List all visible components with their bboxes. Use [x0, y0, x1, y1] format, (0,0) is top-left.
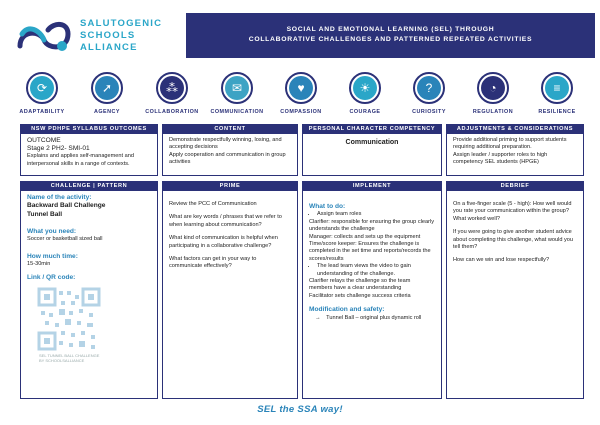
content-text-2: Apply cooperation and communication in group activities — [169, 151, 286, 166]
logo-line-3: ALLIANCE — [80, 42, 138, 53]
pcc-panel — [302, 124, 442, 176]
competency-communication: ✉ COMMUNICATION — [204, 72, 270, 115]
what-you-need-label: What you need: — [27, 227, 77, 235]
modification-text: Tunnel Ball – original plus dynamic roll — [326, 314, 422, 321]
todo-facilitator: Facilitator sets challenge success criteria — [309, 292, 411, 299]
stacked-stones-icon: ≡ — [545, 76, 569, 100]
what-you-need-text: Soccer or basketball sized ball — [27, 236, 103, 243]
logo-text — [80, 18, 162, 54]
adjustments-panel — [446, 124, 584, 176]
panel-header: PRIME — [163, 182, 297, 191]
link-qr-label: Link / QR code: — [27, 274, 76, 282]
competency-resilience: ≡ RESILIENCE — [524, 72, 590, 115]
brain-search-icon: ? — [417, 76, 441, 100]
qr-code[interactable] — [37, 287, 101, 351]
outcome-text: Explains and applies self-management and interpersonal skills in a range of contexts. — [27, 153, 134, 167]
group-icon: ⁂ — [160, 76, 184, 100]
competency-courage: ☀ COURAGE — [332, 72, 398, 115]
todo-timekeeper: Time/score keeper: Ensures the challenge is completed in the set time and reports/records the scores/results — [309, 241, 431, 262]
todo-bullet-2: • The lead team views the video to gain understanding of the challenge. — [317, 263, 435, 278]
title-line-1: SOCIAL AND EMOTIONAL LEARNING (SEL) THROUGH — [286, 26, 495, 33]
prime-text-1: Review the PCC of Communication — [169, 201, 257, 207]
competency-adaptability: ⟳ ADAPTABILITY — [9, 72, 75, 115]
logo-line-1: SALUTOGENIC — [80, 18, 163, 29]
implement-panel — [302, 181, 442, 399]
how-much-time-text: 15-30min — [27, 261, 51, 268]
brain-cycle-icon: ⟳ — [30, 76, 54, 100]
person-arrow-icon: ➚ — [95, 76, 119, 100]
todo-relay: Clarifier relays the challenge so the team members have a clear understanding — [309, 278, 411, 292]
competency-icons-row — [0, 72, 600, 122]
outcome-stage: Stage 2 PH2- SMI-01 — [27, 145, 90, 153]
panel-header: CONTENT — [163, 125, 297, 134]
panel-header: IMPLEMENT — [303, 182, 441, 191]
competency-collaboration: ⁂ COLLABORATION — [139, 72, 205, 115]
prime-text-4: What factors can get in your way to communicate effectively? — [169, 256, 257, 270]
footer-slogan: SEL the SSA way! — [257, 404, 343, 415]
speech-bubble-icon: ✉ — [225, 76, 249, 100]
heart-hands-icon: ♥ — [289, 76, 313, 100]
gauge-icon: ◔ — [481, 76, 505, 100]
todo-clarifier: Clarifier: responsible for ensuring the group clearly understands the challenge — [309, 218, 434, 233]
panel-header: DEBRIEF — [447, 182, 583, 191]
adjustments-text-1: Provide additional priming to support students requiring additional preparation. — [453, 137, 567, 151]
activity-name-1: Backward Ball Challenge — [27, 202, 106, 210]
prime-panel — [162, 181, 298, 399]
todo-manager: Manager: collects and sets up the equipment — [309, 233, 421, 240]
arrow-right-icon: → — [315, 314, 321, 321]
debrief-text-3: How can we win and lose respectfully? — [453, 257, 550, 264]
activity-name-2: Tunnel Ball — [27, 210, 63, 218]
lion-icon: ☀ — [353, 76, 377, 100]
content-text-1: Demonstrate respectfully winning, losing, and accepting decisions — [169, 137, 282, 151]
content-panel — [162, 124, 298, 176]
panel-header: PERSONAL CHARACTER COMPETENCY — [303, 125, 441, 134]
qr-caption-1: SEL TUNNEL BALL CHALLENGE — [39, 352, 100, 358]
debrief-text-1: On a five-finger scale (5 - high): How well would you rate your communication within the group? What worked well? — [453, 201, 572, 222]
modification-label: Modification and safety: — [309, 306, 385, 314]
salutogenic-logo — [14, 10, 184, 66]
qr-caption-2: BY SCHOOLSALLIANCE — [39, 357, 85, 363]
page-title-banner — [186, 13, 595, 58]
infinity-logo-icon — [14, 16, 74, 60]
competency-compassion: ♥ COMPASSION — [268, 72, 334, 115]
challenge-panel — [20, 181, 158, 399]
panel-header: CHALLENGE | PATTERN — [21, 182, 157, 191]
outcome-label: OUTCOME — [27, 137, 61, 144]
competency-curiosity: ? CURIOSITY — [396, 72, 462, 115]
prime-text-3: What kind of communication is helpful when participating in a collaborative challenge? — [169, 235, 278, 249]
panel-header: ADJUSTMENTS & CONSIDERATIONS — [447, 125, 583, 134]
logo-line-2: SCHOOLS — [80, 30, 136, 41]
debrief-panel — [446, 181, 584, 399]
todo-bullet-1: • Assign team roles — [317, 211, 435, 218]
debrief-text-2: If you were going to give another student advice about completing this challenge, what would you tell them? — [453, 229, 574, 251]
what-to-do-label: What to do: — [309, 203, 346, 210]
how-much-time-label: How much time: — [27, 252, 78, 260]
qr-code-icon — [37, 287, 101, 351]
activity-name-label: Name of the activity: — [27, 194, 92, 201]
competency-agency: ➚ AGENCY — [74, 72, 140, 115]
panel-header: NSW PDHPE SYLLABUS OUTCOMES — [21, 125, 157, 134]
syllabus-outcomes-panel — [20, 124, 158, 176]
adjustments-text-2: Assign leader / supporter roles to high competency SEL students (HPGE) — [453, 151, 548, 166]
title-line-2: COLLABORATIVE CHALLENGES AND PATTERNED REPEATED ACTIVITIES — [248, 36, 533, 43]
competency-regulation: ◔ REGULATION — [460, 72, 526, 115]
pcc-value: Communication — [345, 139, 399, 146]
prime-text-2: What are key words / phrases that we refer to when learning about communication? — [169, 214, 282, 228]
